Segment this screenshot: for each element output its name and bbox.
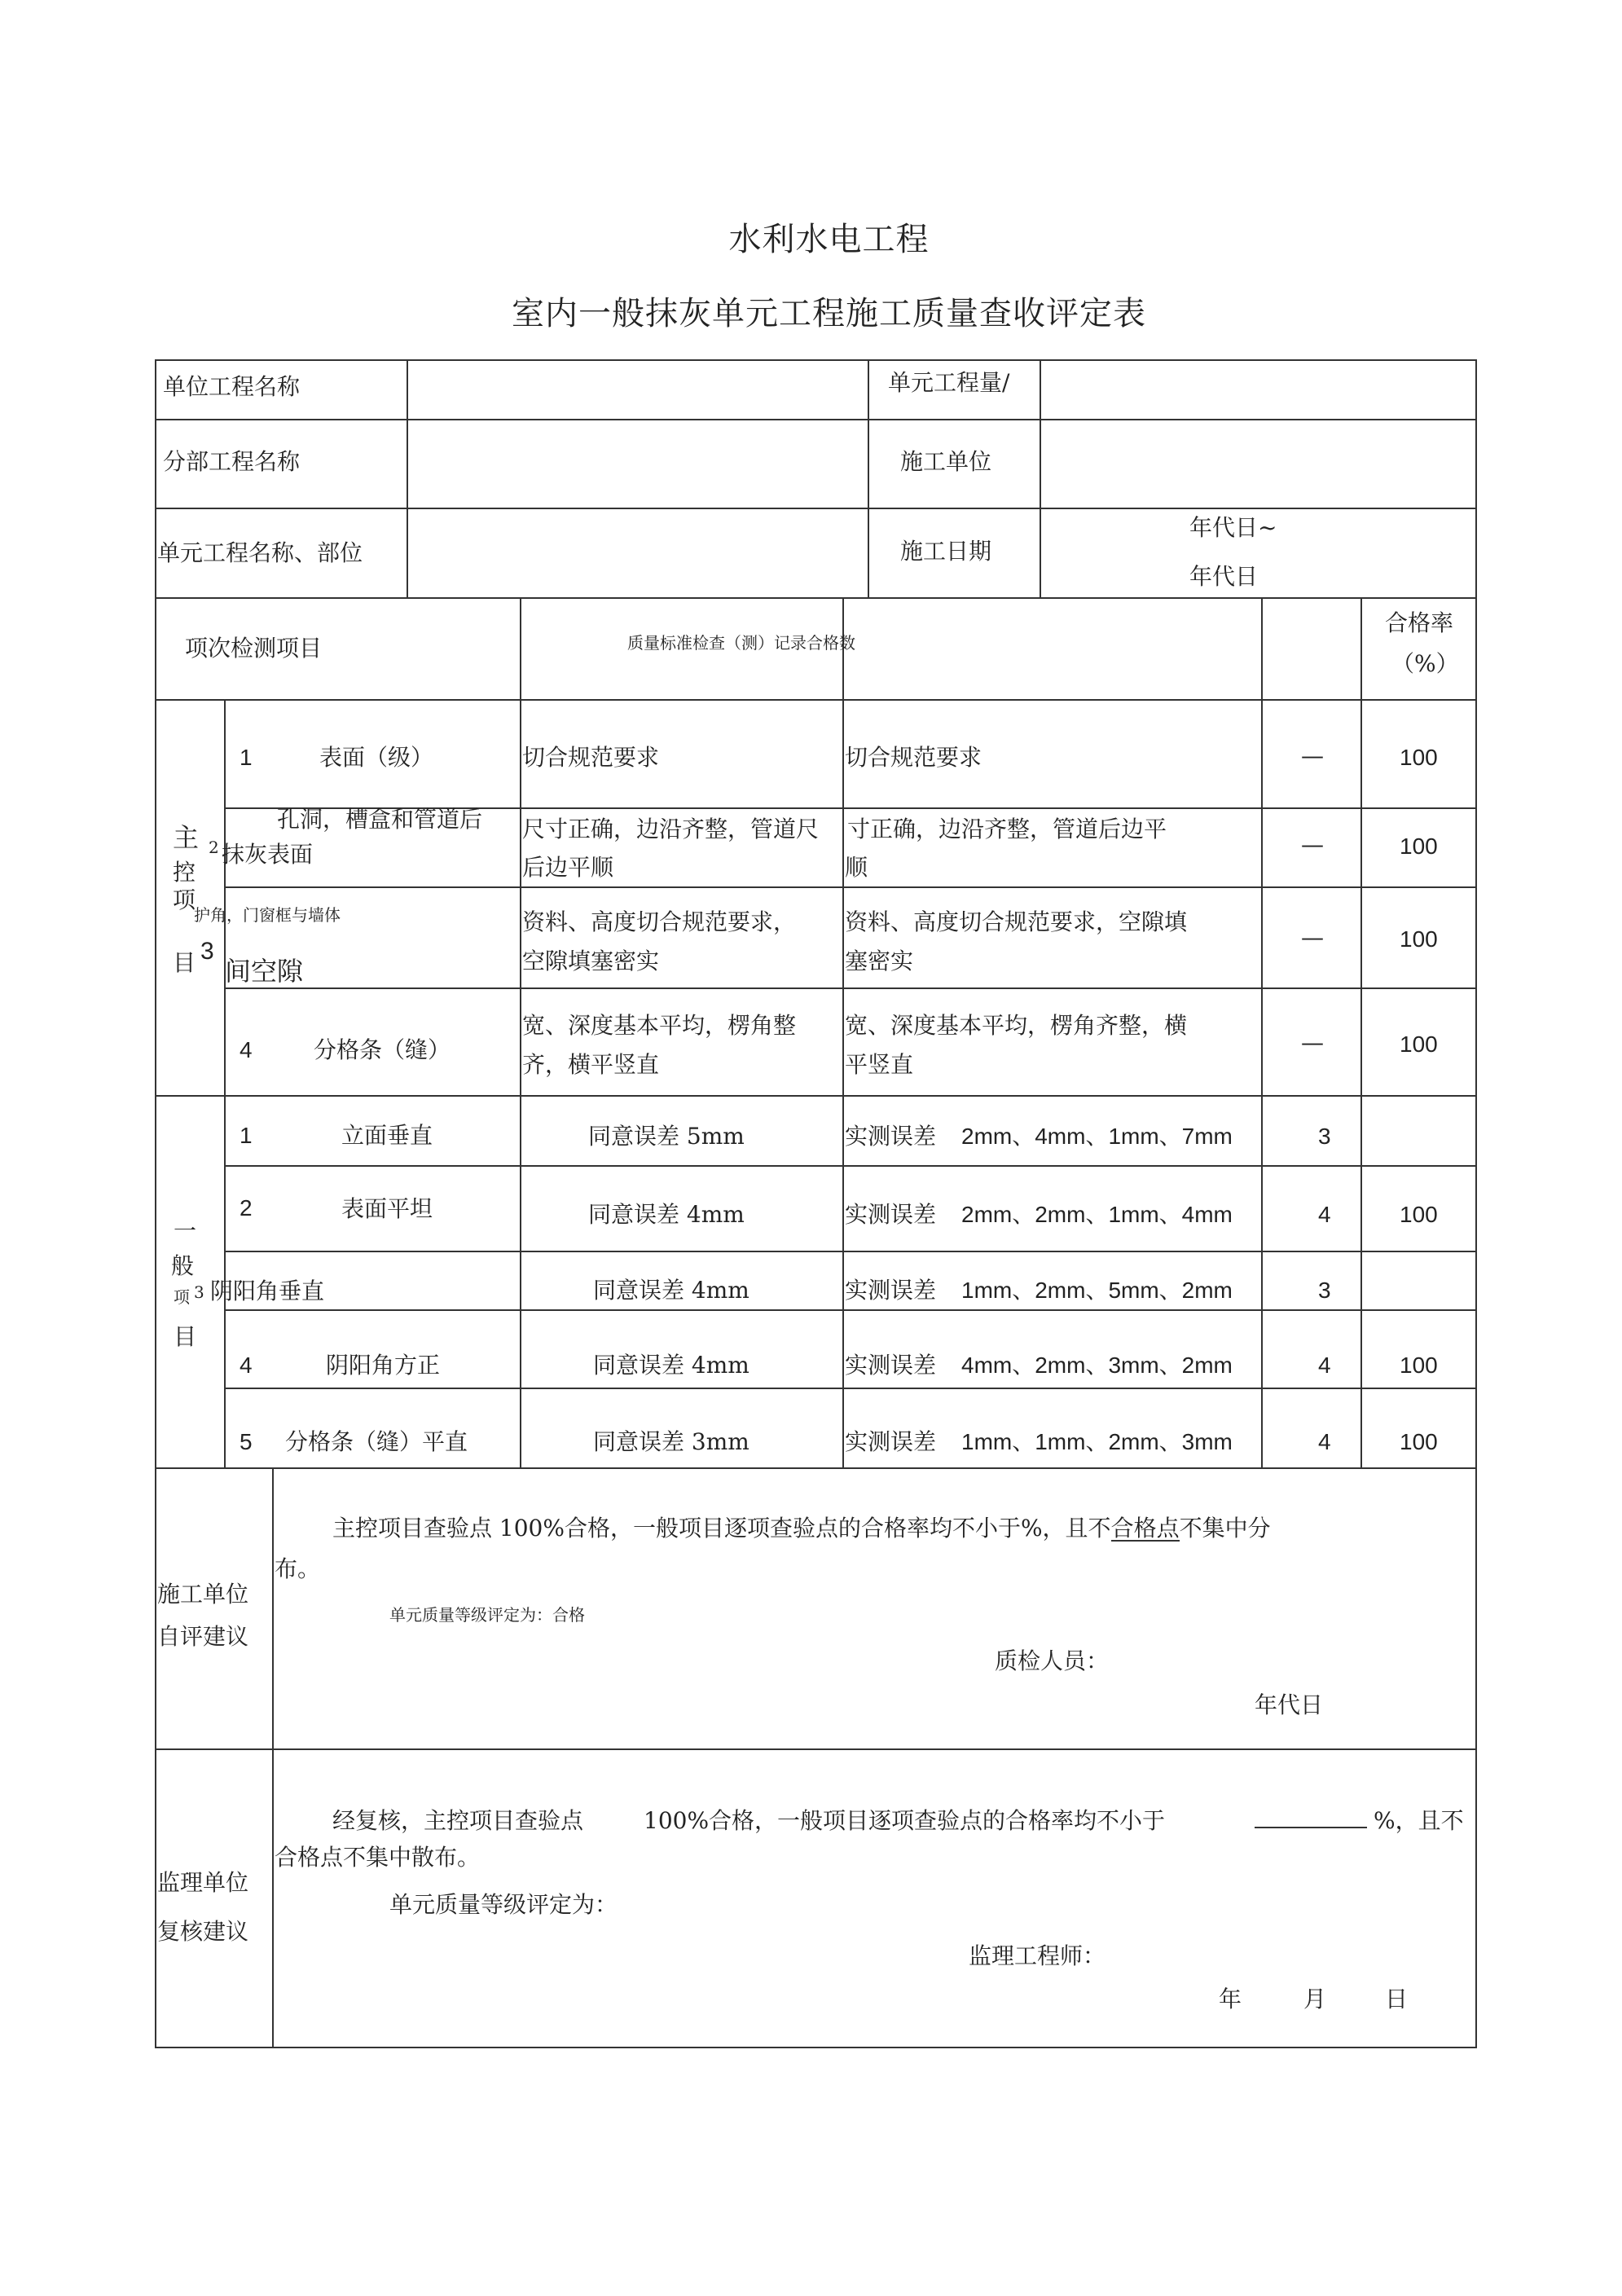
supervision-grade: 单元质量等级评定为：: [389, 1891, 618, 1918]
col-divider: [868, 359, 869, 599]
main-row-count: —: [1301, 742, 1324, 769]
main-row-no: 1: [240, 745, 253, 770]
main-row-count: —: [1301, 1029, 1324, 1056]
row-divider: [224, 987, 1477, 989]
main-row-record-line2: 顺: [845, 854, 868, 881]
main-row-rate: 100: [1400, 1031, 1438, 1057]
col-header-item: 项次检测项目: [185, 635, 323, 662]
col-header-pass-rate-unit: （%）: [1391, 650, 1459, 677]
row-divider: [155, 597, 1477, 599]
supervision-day: 日: [1385, 1986, 1409, 2012]
general-row-standard: 同意误差 3mm: [593, 1428, 749, 1455]
self-eval-text-part2: 不集中分: [1179, 1515, 1271, 1542]
row-divider: [155, 1748, 1477, 1750]
col-divider: [272, 1467, 274, 2048]
supervision-engineer: 监理工程师：: [969, 1942, 1106, 1969]
main-row-rate: 100: [1400, 926, 1438, 952]
table-border-right: [1475, 359, 1477, 2048]
row-divider: [155, 508, 1477, 509]
general-row-count: 4: [1318, 1429, 1331, 1454]
row-divider: [224, 1388, 1477, 1389]
main-row-standard: 宽、深度基本平均，楞角整: [522, 1012, 797, 1039]
main-row-record-line2: 塞密实: [845, 948, 914, 974]
general-row-standard: 同意误差 4mm: [588, 1201, 745, 1228]
main-row-item: 分格条（缝）: [314, 1036, 451, 1063]
table-border-left: [155, 359, 156, 2048]
general-row-no: 1: [240, 1123, 253, 1148]
general-row-count: 4: [1318, 1353, 1331, 1378]
main-row-standard-line2: 空隙填塞密实: [522, 948, 660, 974]
main-row-standard: 尺寸正确，边沿齐整，管道尺: [522, 816, 820, 842]
date-to: 年代日: [1189, 563, 1259, 590]
row-divider: [224, 1251, 1477, 1252]
main-row-no: 3: [200, 938, 214, 965]
self-eval-inspector: 质检人员：: [995, 1647, 1110, 1674]
general-row-count: 3: [1318, 1278, 1331, 1303]
general-group-char: 项: [174, 1287, 190, 1307]
general-row-record-values: 1mm、1mm、2mm、3mm: [961, 1429, 1233, 1454]
main-row-no: 2: [209, 838, 219, 857]
self-eval-grade: 单元质量等级评定为：合格: [389, 1605, 585, 1625]
general-row-item: 阴阳角垂直: [210, 1278, 325, 1304]
general-group-char: 般: [171, 1252, 195, 1279]
general-row-record-values: 2mm、4mm、1mm、7mm: [961, 1124, 1233, 1149]
self-eval-label: 施工单位: [157, 1581, 249, 1608]
general-row-standard: 同意误差 4mm: [593, 1352, 749, 1379]
main-row-count: —: [1301, 924, 1324, 951]
unit-project-label: 单位工程名称: [163, 373, 301, 400]
unit-name-label: 单元工程名称、部位: [157, 539, 363, 566]
self-eval-label-line2: 自评建议: [157, 1623, 249, 1650]
general-row-no: 2: [240, 1195, 253, 1221]
self-eval-date: 年代日: [1255, 1691, 1324, 1718]
main-row-record-line2: 平竖直: [845, 1051, 914, 1078]
document-title: 水利水电工程: [728, 221, 930, 258]
main-row-record: 寸正确，边沿齐整，管道后边平: [847, 816, 1167, 842]
general-row-record-values: 1mm、2mm、5mm、2mm: [961, 1278, 1233, 1303]
general-row-record-prefix: 实测误差: [845, 1277, 937, 1304]
col-divider: [1261, 597, 1263, 1469]
main-row-item-line2: 间空隙: [225, 956, 304, 987]
general-row-record-prefix: 实测误差: [845, 1428, 937, 1455]
date-from: 年代日~: [1189, 514, 1277, 541]
col-divider: [1040, 359, 1041, 599]
row-divider: [155, 419, 1477, 420]
general-row-standard: 同意误差 4mm: [593, 1277, 749, 1304]
row-divider: [155, 1095, 1477, 1097]
main-row-rate: 100: [1400, 834, 1438, 859]
general-group-char: 一: [174, 1217, 197, 1244]
supervision-label: 监理单位: [157, 1869, 249, 1896]
general-row-count: 4: [1318, 1202, 1331, 1227]
sub-project-label: 分部工程名称: [163, 448, 301, 475]
general-row-record-prefix: 实测误差: [845, 1123, 937, 1150]
supervision-text-line2: 合格点不集中散布。: [275, 1844, 481, 1871]
main-row-item: 孔洞，槽盒和管道后: [277, 806, 483, 833]
construction-unit-label: 施工单位: [900, 448, 992, 475]
self-eval-text-line2: 布。: [275, 1555, 321, 1582]
general-row-no: 5: [240, 1429, 253, 1454]
main-group-char: 主: [173, 822, 200, 853]
supervision-text-part3: %，且不: [1374, 1807, 1464, 1834]
main-row-item: 表面（级）: [319, 744, 434, 771]
general-row-no: 4: [240, 1353, 253, 1378]
supervision-text-part2: 100%合格，一般项目逐项查验点的合格率均不小于: [644, 1807, 1166, 1834]
main-row-standard-line2: 后边平顺: [522, 854, 614, 881]
col-header-pass-rate: 合格率: [1385, 609, 1454, 636]
main-group-char: 项: [173, 886, 196, 913]
row-divider: [155, 1467, 1477, 1469]
general-row-item: 表面平坦: [341, 1195, 433, 1222]
main-row-item-line2: 抹灰表面: [222, 841, 314, 868]
unit-quantity-label: 单元工程量/: [888, 369, 1010, 396]
self-eval-text: [332, 1517, 1271, 1542]
main-row-standard: 切合规范要求: [522, 744, 660, 771]
col-divider: [224, 699, 226, 1469]
main-row-rate: 100: [1400, 745, 1438, 770]
general-row-record-prefix: 实测误差: [845, 1201, 937, 1228]
general-row-record-prefix: 实测误差: [845, 1352, 937, 1379]
main-group-char: 控: [173, 859, 196, 886]
supervision-text-part1: 经复核，主控项目查验点: [332, 1807, 584, 1834]
form-title: 室内一般抹灰单元工程施工质量查收评定表: [512, 295, 1146, 332]
self-eval-text-part1: 主控项目查验点 100%合格，一般项目逐项查验点的合格率均不小于%，且不: [332, 1515, 1111, 1542]
table-border-bottom: [155, 2047, 1477, 2048]
col-header-standard-record: 质量标准检查（测）记录合格数: [627, 633, 855, 653]
main-group-char: 目: [173, 949, 196, 976]
main-row-no: 4: [240, 1037, 253, 1062]
col-divider: [842, 597, 844, 1469]
general-row-item: 立面垂直: [341, 1122, 433, 1149]
construction-date-label: 施工日期: [900, 538, 992, 565]
general-row-record-values: 4mm、2mm、3mm、2mm: [961, 1353, 1233, 1378]
general-row-standard: 同意误差 5mm: [588, 1123, 745, 1150]
row-divider: [224, 1165, 1477, 1167]
general-row-rate: 100: [1400, 1353, 1438, 1378]
row-divider: [224, 1309, 1477, 1311]
general-row-item: 分格条（缝）平直: [285, 1428, 468, 1455]
general-row-rate: 100: [1400, 1429, 1438, 1454]
general-row-count: 3: [1318, 1124, 1331, 1149]
main-row-standard: 资料、高度切合规范要求，: [522, 908, 797, 935]
general-row-rate: 100: [1400, 1202, 1438, 1227]
main-row-record: 切合规范要求: [845, 744, 982, 771]
col-divider: [520, 597, 521, 1469]
supervision-year: 年: [1219, 1986, 1242, 2012]
col-divider: [1360, 597, 1362, 1469]
general-row-record-values: 2mm、2mm、1mm、4mm: [961, 1202, 1233, 1227]
general-group-char: 目: [174, 1323, 197, 1350]
main-row-standard-line2: 齐，横平竖直: [522, 1051, 660, 1078]
main-row-count: —: [1301, 831, 1324, 858]
supervision-label-line2: 复核建议: [157, 1918, 249, 1945]
supervision-month: 月: [1303, 1986, 1327, 2012]
main-row-record: 宽、深度基本平均，楞角齐整，横: [845, 1012, 1188, 1039]
row-divider: [224, 886, 1477, 888]
self-eval-text-underlined: 合格点: [1110, 1515, 1180, 1542]
main-row-item: 护角，门窗框与墙体: [194, 905, 341, 925]
col-divider: [407, 359, 408, 599]
table-border-top: [155, 359, 1477, 361]
pass-rate-blank-line: [1255, 1827, 1367, 1828]
row-divider: [155, 699, 1477, 701]
main-row-record: 资料、高度切合规范要求，空隙填: [845, 908, 1188, 935]
general-row-no: 3: [194, 1282, 204, 1302]
general-row-item: 阴阳角方正: [326, 1352, 441, 1379]
